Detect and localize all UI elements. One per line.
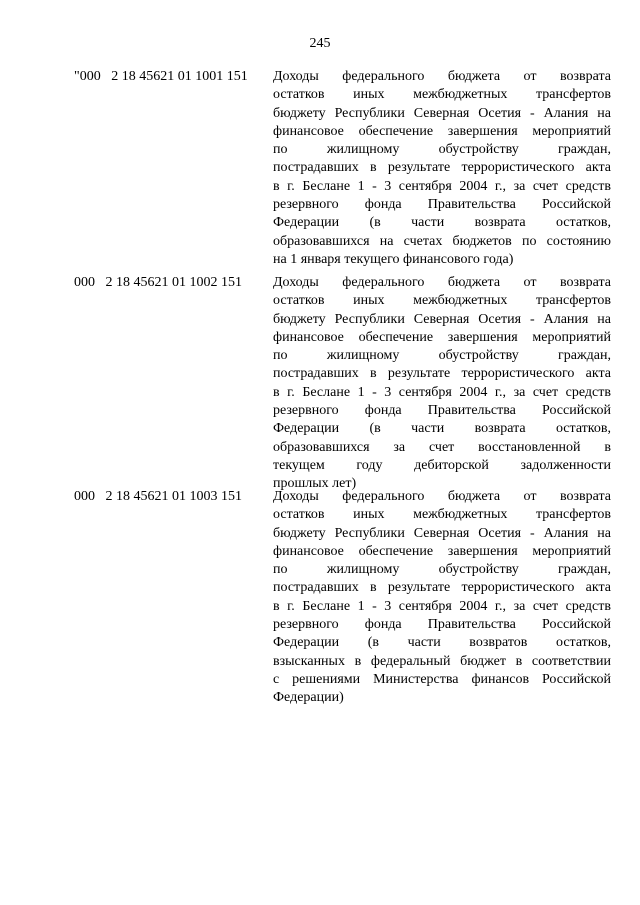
description-line: образовавшихся на счетах бюджетов по состоянию [273,233,611,249]
description-line: в г. Беслане 1 - 3 сентября 2004 г., за счет средств [273,598,611,614]
description-line: остатков иных межбюджетных трансфертов [273,507,611,523]
entry-description [273,68,611,269]
description-line: финансовое обеспечение завершения мероприятий [273,543,611,559]
budget-code: 000 2 18 45621 01 1003 151 [74,489,242,504]
description-line: Доходы федерального бюджета от возврата [273,489,611,504]
description-line: резервного фонда Правительства Российской [273,403,611,419]
description-line: финансовое обеспечение завершения мероприятий [273,123,611,139]
description-line: в г. Беслане 1 - 3 сентября 2004 г., за счет средств [273,178,611,194]
description-line: по жилищному обустройству граждан, [273,562,611,578]
description-line: Доходы федерального бюджета от возврата [273,69,611,84]
description-line: образовавшихся за счет восстановленной в [273,439,611,455]
description-line: остатков иных межбюджетных трансфертов [273,87,611,103]
description-line: бюджету Республики Северная Осетия - Алания на [273,311,611,327]
page-number: 245 [309,36,331,51]
description-line: взысканных в федеральный бюджет в соответствии [273,653,611,669]
entry-description [273,274,611,494]
description-line: бюджету Республики Северная Осетия - Алания на [273,525,611,541]
description-line: Федерации (в части возвратов остатков, [273,635,611,651]
entry-description [273,488,611,708]
description-line: резервного фонда Правительства Российской [273,617,611,633]
description-line: в г. Беслане 1 - 3 сентября 2004 г., за счет средств [273,384,611,400]
description-line: на 1 января текущего финансового года) [273,251,514,267]
description-line: резервного фонда Правительства Российской [273,197,611,213]
budget-code: "000 2 18 45621 01 1001 151 [74,69,248,84]
description-line: прошлых лет) [273,476,357,492]
description-line: остатков иных межбюджетных трансфертов [273,293,611,309]
description-line: Федерации (в части возврата остатков, [273,421,611,437]
description-line: пострадавших в результате террористического акта [273,366,611,382]
description-line: текущем году дебиторской задолженности [273,457,611,473]
description-line: Федерации (в части возврата остатков, [273,215,611,231]
description-line: финансовое обеспечение завершения мероприятий [273,329,611,345]
budget-code: 000 2 18 45621 01 1002 151 [74,275,242,290]
description-line: по жилищному обустройству граждан, [273,142,611,158]
description-line: бюджету Республики Северная Осетия - Алания на [273,105,611,121]
description-line: с решениями Министерства финансов Российской [273,671,611,687]
description-line: пострадавших в результате террористического акта [273,160,611,176]
description-line: пострадавших в результате террористического акта [273,580,611,596]
description-line: Федерации) [273,690,344,706]
description-line: по жилищному обустройству граждан, [273,348,611,364]
description-line: Доходы федерального бюджета от возврата [273,275,611,290]
